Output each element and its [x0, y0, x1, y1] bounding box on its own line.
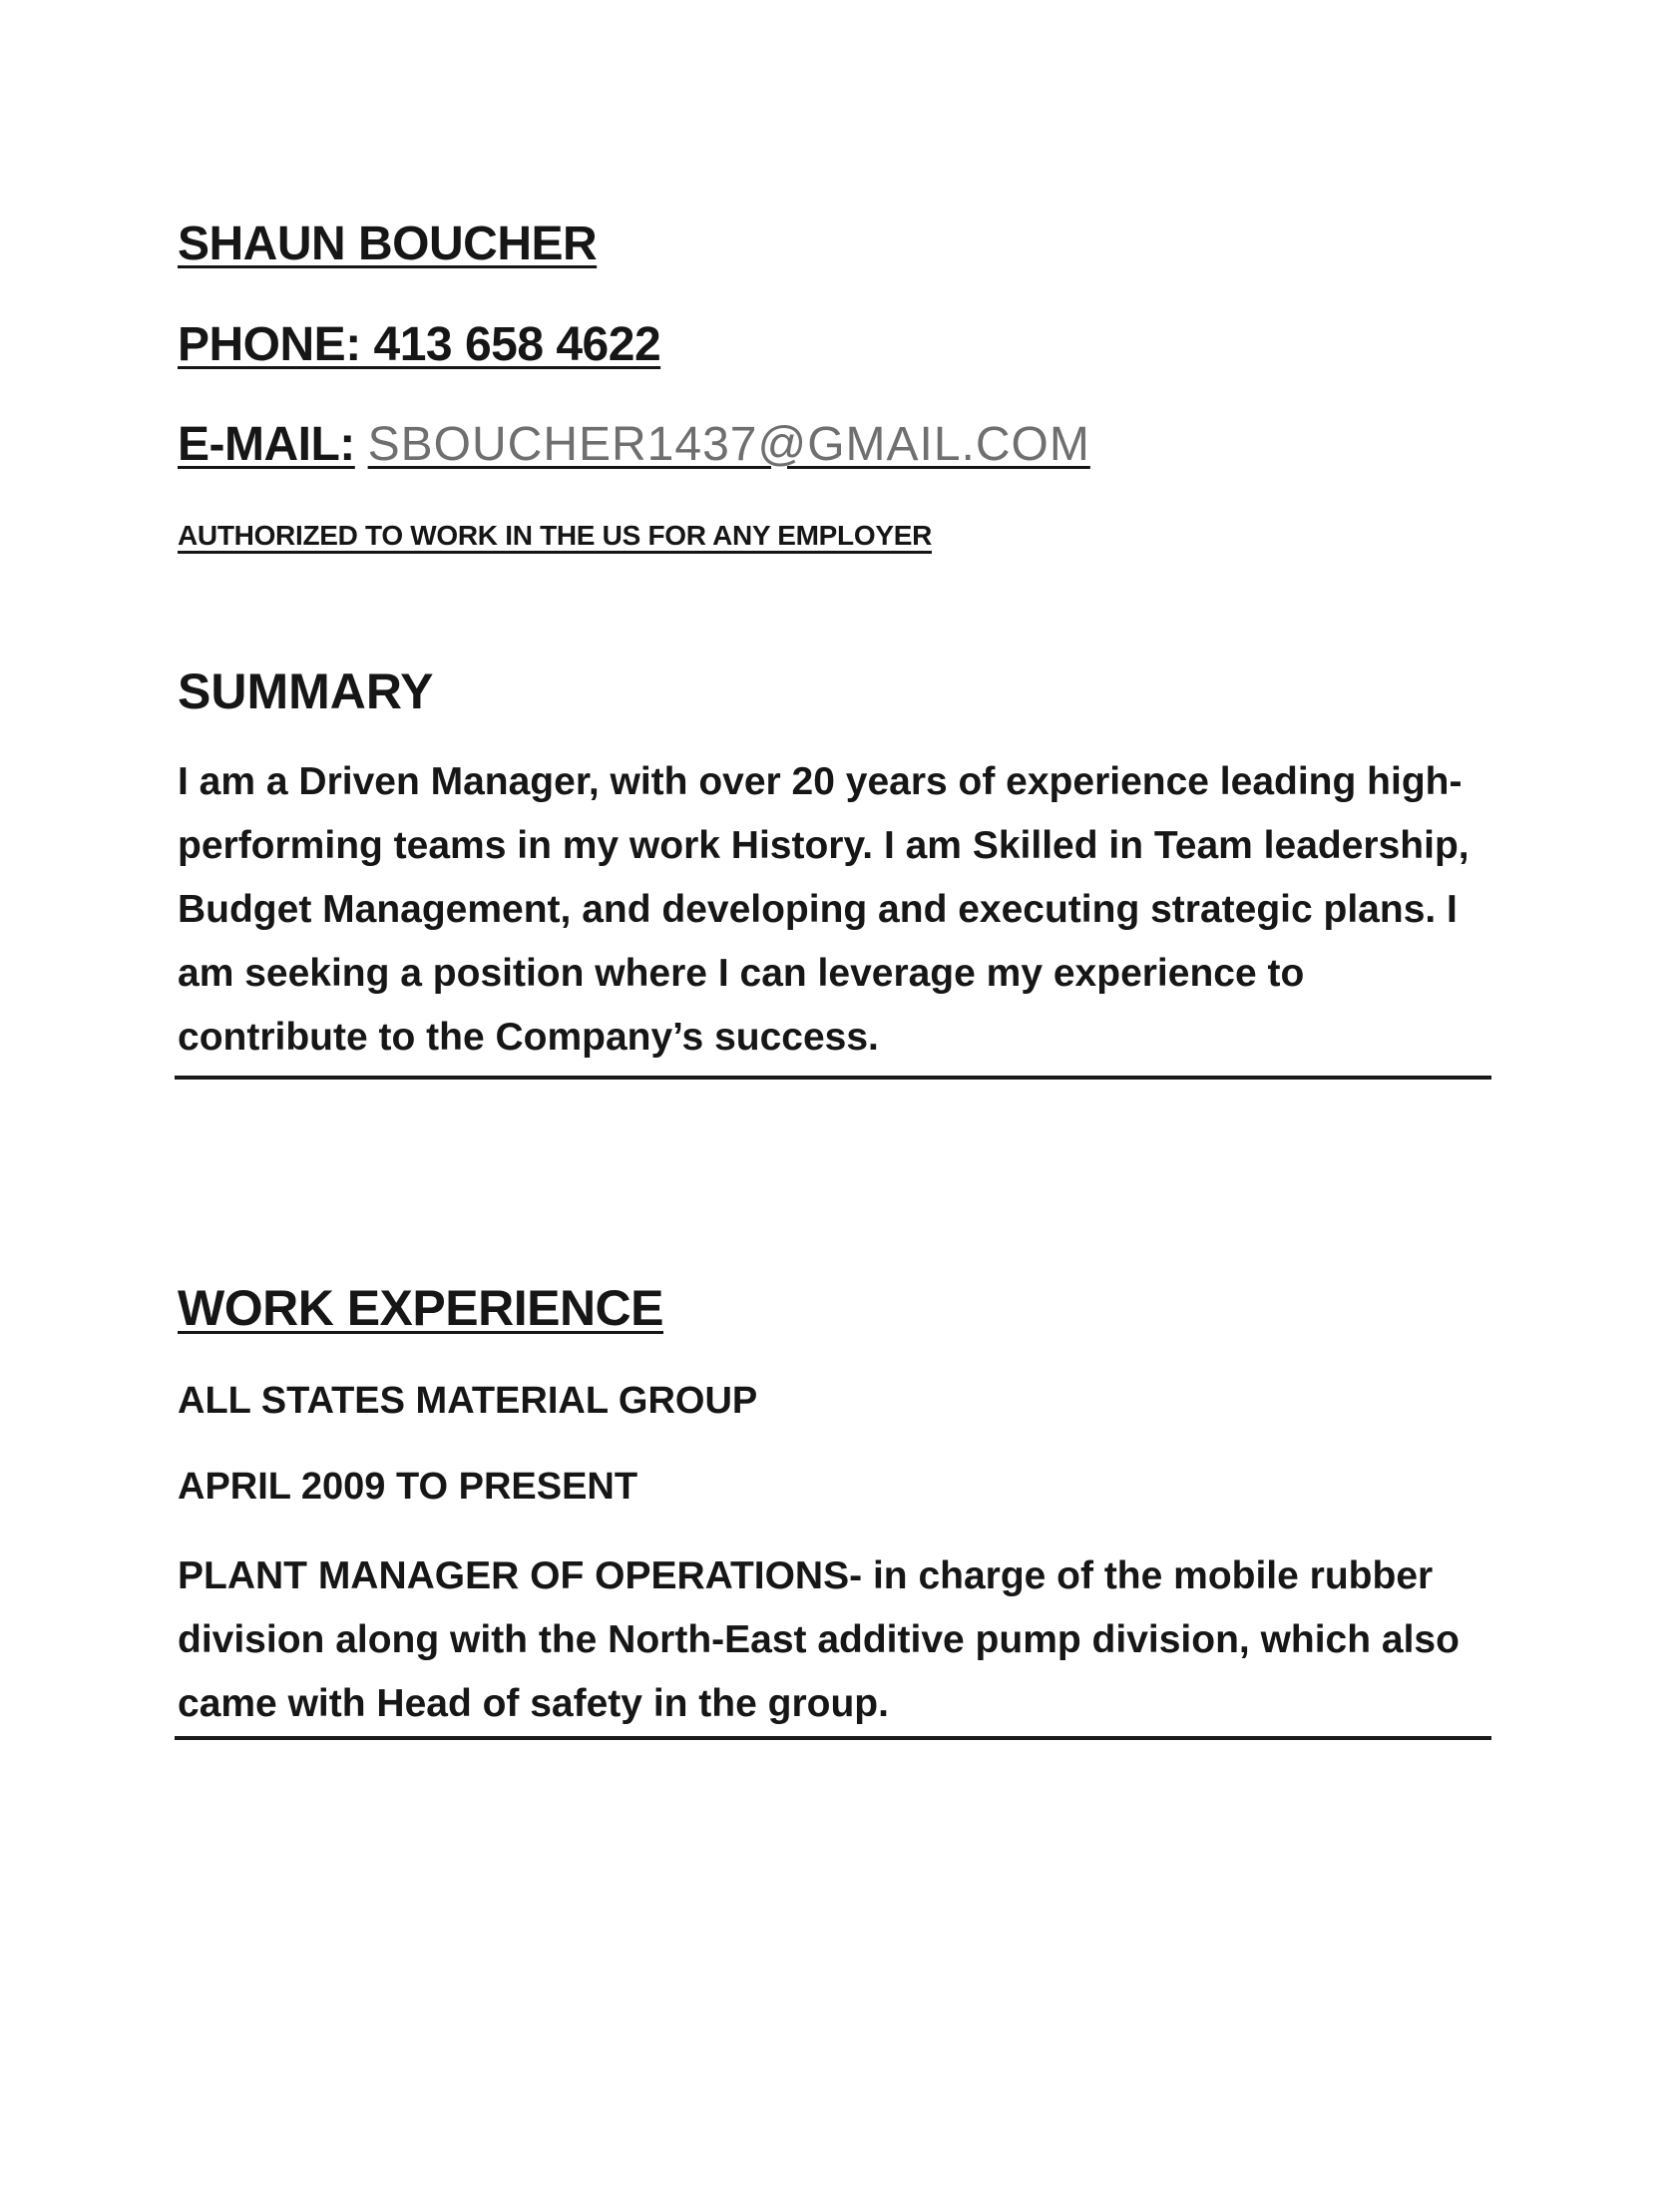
summary-heading: SUMMARY — [178, 663, 434, 719]
section-divider — [175, 1736, 1491, 1740]
job-description: - in charge of the mobile rubber division along with the North-East additive pump division, which also came with Head of safety in the group. — [178, 1554, 1460, 1725]
section-divider — [175, 1076, 1491, 1080]
email-link[interactable]: SBOUCHER1437@GMAIL.COM — [367, 418, 1090, 471]
email-line — [178, 417, 1090, 472]
job-dates: APRIL 2009 TO PRESENT — [178, 1466, 638, 1508]
summary-text: I am a Driven Manager, with over 20 years of experience leading high-performing teams in my work History. I am Skilled in Team leadership, Budget Management, and developing and executing strategic plans. I am seeking a position where I can leverage my experience to contribute to the Company’s success. — [178, 760, 1470, 1059]
job-company: ALL STATES MATERIAL GROUP — [178, 1380, 758, 1422]
job-description-block — [178, 1544, 1494, 1736]
work-authorization: AUTHORIZED TO WORK IN THE US FOR ANY EMPLOYER — [178, 520, 933, 551]
job-title: PLANT MANAGER OF OPERATIONS — [178, 1554, 850, 1597]
candidate-name: SHAUN BOUCHER — [178, 218, 598, 270]
work-experience-heading: WORK EXPERIENCE — [178, 1280, 664, 1336]
phone-number: PHONE: 413 658 4622 — [178, 318, 661, 371]
email-label: E-MAIL: — [178, 418, 355, 471]
